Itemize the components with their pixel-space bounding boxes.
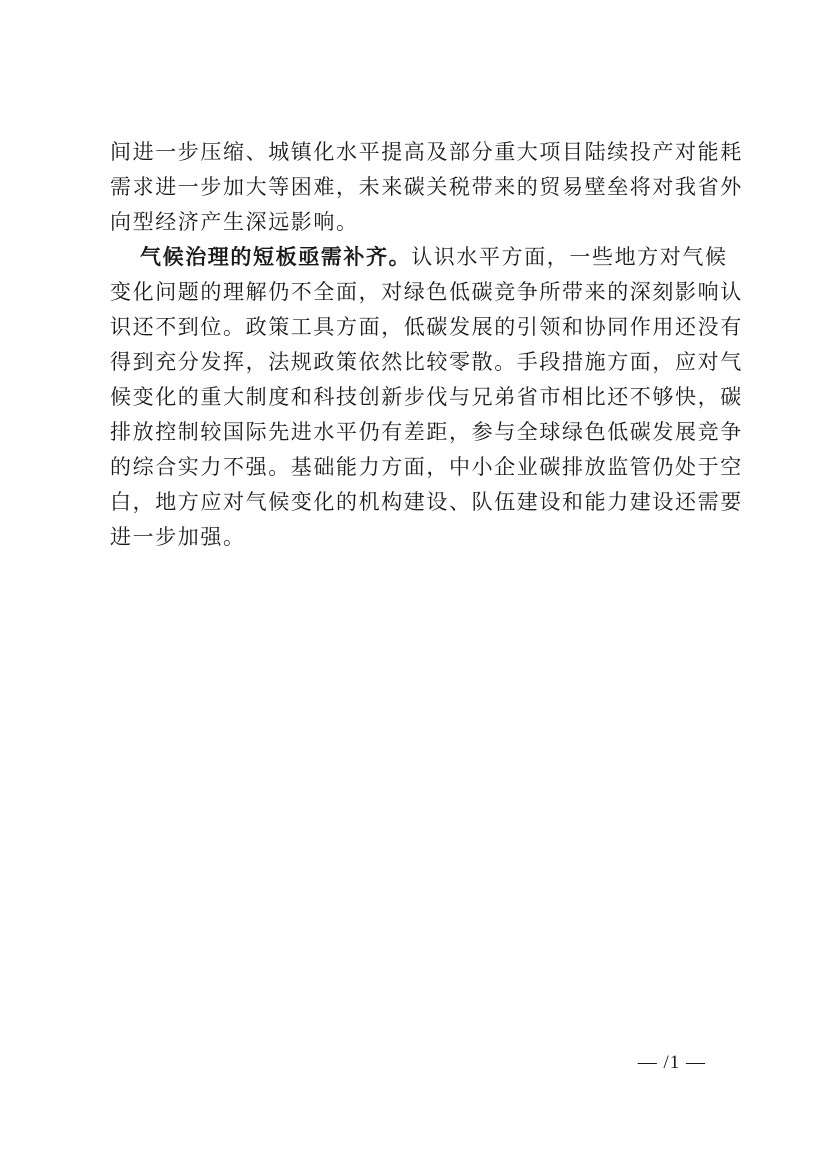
paragraph-1-line: 需求进一步加大等困难，未来碳关税带来的贸易壁垒将对我省外 <box>110 175 743 199</box>
paragraph-2-line: 白，地方应对气候变化的机构建设、队伍建设和能力建设还需要 <box>110 490 743 514</box>
page-number: — /1 — <box>637 1052 706 1073</box>
paragraph-1-line: 间进一步压缩、城镇化水平提高及部分重大项目陆续投产对能耗 <box>110 140 743 164</box>
paragraph-2-first-line <box>110 240 728 275</box>
paragraph-2-line: 进一步加强。 <box>110 525 246 549</box>
paragraph-2-first-line-text: 认识水平方面，一些地方对气候 <box>411 245 728 269</box>
paragraph-1-line: 向型经济产生深远影响。 <box>110 210 359 234</box>
paragraph-2-line: 排放控制较国际先进水平仍有差距，参与全球绿色低碳发展竞争 <box>110 420 743 444</box>
paragraph-2-heading: 气候治理的短板亟需补齐。 <box>140 245 412 269</box>
paragraph-2-line: 变化问题的理解仍不全面，对绿色低碳竞争所带来的深刻影响认 <box>110 280 743 304</box>
paragraph-2-line: 识还不到位。政策工具方面，低碳发展的引领和协同作用还没有 <box>110 315 743 339</box>
paragraph-2-line: 的综合实力不强。基础能力方面，中小企业碳排放监管仍处于空 <box>110 455 743 479</box>
body-text <box>110 135 743 555</box>
paragraph-2-line: 候变化的重大制度和科技创新步伐与兄弟省市相比还不够快，碳 <box>110 385 743 409</box>
paragraph-2-line: 得到充分发挥，法规政策依然比较零散。手段措施方面，应对气 <box>110 350 743 374</box>
